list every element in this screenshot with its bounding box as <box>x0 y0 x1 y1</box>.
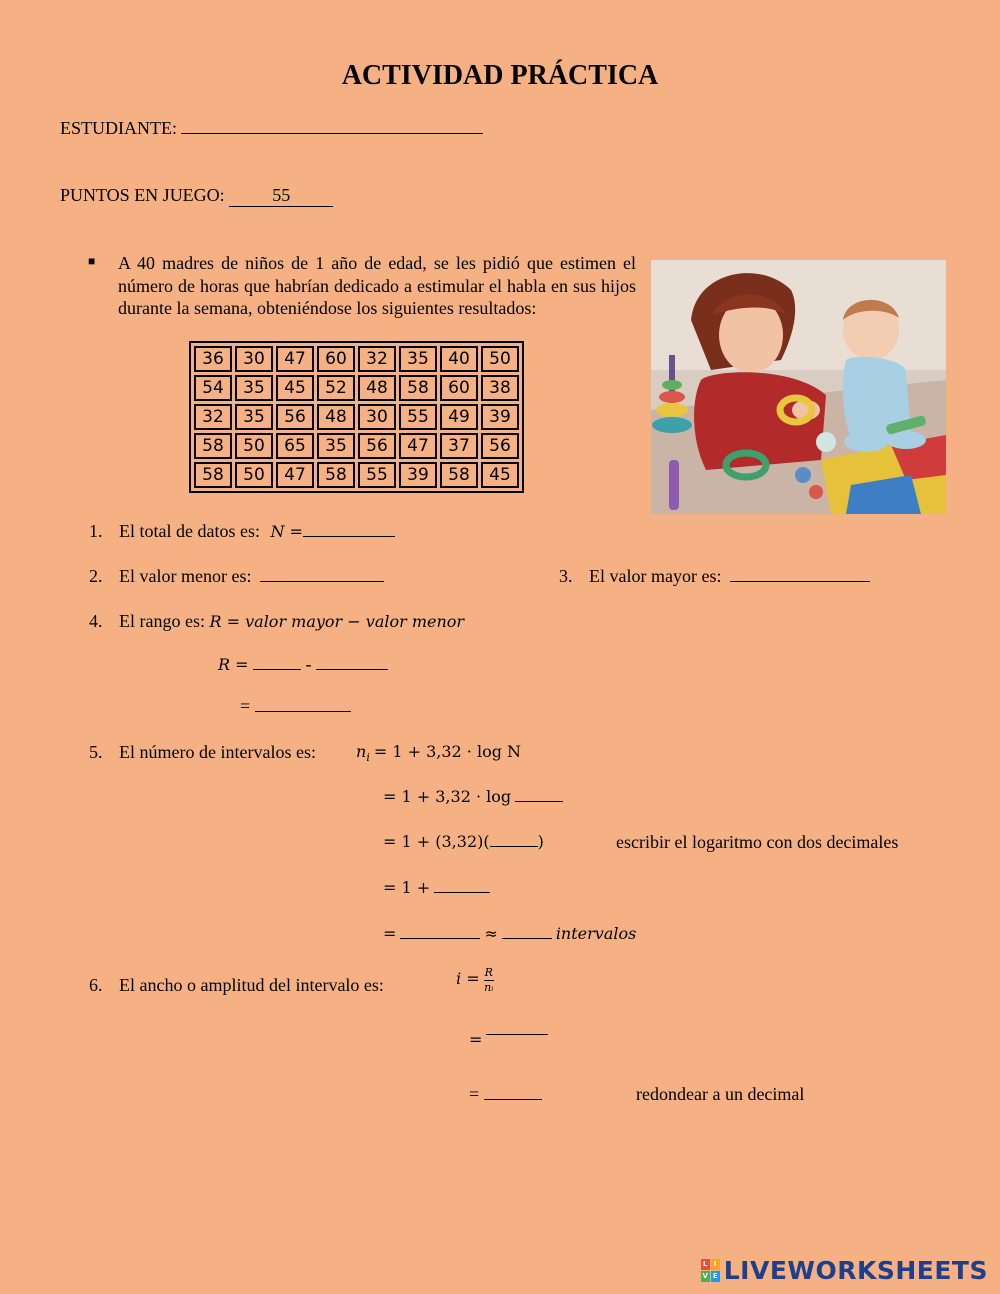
q5-number: 5. <box>89 742 103 762</box>
table-cell: 39 <box>481 404 519 430</box>
points-value: 55 <box>229 185 333 207</box>
table-cell: 58 <box>317 462 355 488</box>
q5-text: El número de intervalos es: <box>119 742 316 762</box>
table-cell: 55 <box>399 404 437 430</box>
intervals-rounded-field[interactable] <box>502 924 552 939</box>
q2-number: 2. <box>89 566 103 586</box>
table-row <box>194 404 519 430</box>
table-cell: 38 <box>481 375 519 401</box>
question-6 <box>89 975 384 996</box>
intervals-unit: intervalos <box>555 924 637 943</box>
q3-text: El valor mayor es: <box>589 566 722 586</box>
range-lhs: R = <box>218 655 249 674</box>
table-cell: 40 <box>440 346 478 372</box>
student-line <box>60 118 483 139</box>
width-line-3 <box>469 1084 542 1105</box>
table-cell: 56 <box>481 433 519 459</box>
student-name-field[interactable] <box>181 119 483 134</box>
range-min-field[interactable] <box>316 655 388 670</box>
intervals-line-5 <box>383 924 636 944</box>
liveworksheets-logo <box>701 1256 988 1285</box>
q2-text: El valor menor es: <box>119 566 252 586</box>
table-cell: 35 <box>399 346 437 372</box>
q6-number: 6. <box>89 975 103 995</box>
table-row <box>194 433 519 459</box>
range-line-2 <box>240 696 351 717</box>
range-result-field[interactable] <box>255 697 351 712</box>
intervals-line-3-a: = 1 + (3,32)( <box>383 832 490 851</box>
fraction-numerator: R <box>484 966 493 979</box>
table-row <box>194 375 519 401</box>
intervals-exact-field[interactable] <box>400 924 480 939</box>
table-cell: 48 <box>358 375 396 401</box>
table-cell: 35 <box>317 433 355 459</box>
points-label: PUNTOS EN JUEGO: <box>60 185 225 205</box>
intervals-line-3 <box>383 832 544 852</box>
table-cell: 36 <box>194 346 232 372</box>
question-1 <box>89 521 395 542</box>
table-cell: 47 <box>276 462 314 488</box>
intervals-line-3-b: ) <box>537 832 544 851</box>
table-cell: 55 <box>358 462 396 488</box>
table-cell: 60 <box>317 346 355 372</box>
table-cell: 49 <box>440 404 478 430</box>
range-dash: - <box>305 654 312 674</box>
points-line <box>60 185 333 207</box>
log-note: escribir el logaritmo con dos decimales <box>616 832 899 852</box>
table-cell: 56 <box>358 433 396 459</box>
log-value-field[interactable] <box>490 832 538 847</box>
table-cell: 58 <box>440 462 478 488</box>
table-cell: 37 <box>440 433 478 459</box>
mother-child-illustration <box>651 260 946 514</box>
logo-letter: I <box>711 1259 720 1270</box>
round-note: redondear a un decimal <box>636 1084 805 1104</box>
total-data-field[interactable] <box>303 522 395 537</box>
logo-mark <box>701 1259 720 1282</box>
intervals-formula: $n_i = 1 + 3,32 \cdot \log N$ <box>356 742 522 765</box>
q1-number: 1. <box>89 521 103 541</box>
max-value-field[interactable] <box>730 567 870 582</box>
log-n-field[interactable] <box>515 787 563 802</box>
question-4 <box>89 611 464 632</box>
question-2 <box>89 566 384 587</box>
q6-text: El ancho o amplitud del intervalo es: <box>119 975 384 995</box>
width-lhs: i = <box>456 969 480 989</box>
table-cell: 35 <box>235 375 273 401</box>
width-fraction <box>484 966 494 995</box>
table-row <box>194 462 519 488</box>
table-cell: 48 <box>317 404 355 430</box>
table-cell: 50 <box>481 346 519 372</box>
table-cell: 39 <box>399 462 437 488</box>
approx-symbol: ≈ <box>484 924 498 943</box>
range-max-field[interactable] <box>253 655 301 670</box>
table-cell: 47 <box>276 346 314 372</box>
q3-number: 3. <box>559 566 573 586</box>
table-cell: 58 <box>399 375 437 401</box>
logo-letter: E <box>711 1271 720 1282</box>
table-cell: 58 <box>194 433 232 459</box>
width-line-2-eq: = <box>469 1030 483 1049</box>
page-title: ACTIVIDAD PRÁCTICA <box>341 60 659 91</box>
range-eq: = <box>240 696 251 716</box>
width-line-2 <box>469 1030 548 1050</box>
table-cell: 65 <box>276 433 314 459</box>
question-3 <box>559 566 870 587</box>
intervals-line-4-text: = 1 + <box>383 878 431 897</box>
width-formula <box>456 966 494 995</box>
range-formula: R = valor mayor − valor menor <box>209 612 465 631</box>
fraction-denominator: nᵢ <box>484 981 494 994</box>
table-cell: 60 <box>440 375 478 401</box>
student-label: ESTUDIANTE: <box>60 118 177 138</box>
table-cell: 50 <box>235 462 273 488</box>
q1-text: El total de datos es: <box>119 521 260 541</box>
table-cell: 30 <box>235 346 273 372</box>
logo-letter: L <box>701 1259 710 1270</box>
table-cell: 32 <box>194 404 232 430</box>
width-line-3-eq: = <box>469 1084 480 1104</box>
table-cell: 47 <box>399 433 437 459</box>
logo-letter: V <box>702 1272 708 1280</box>
intervals-line-4 <box>383 878 490 898</box>
width-fraction-field[interactable] <box>486 1034 548 1035</box>
table-cell: 54 <box>194 375 232 401</box>
intervals-line-2-text: = 1 + 3,32 · log <box>383 787 512 806</box>
table-cell: 45 <box>481 462 519 488</box>
table-cell: 35 <box>235 404 273 430</box>
table-cell: 52 <box>317 375 355 401</box>
table-cell: 50 <box>235 433 273 459</box>
table-cell: 56 <box>276 404 314 430</box>
min-value-field[interactable] <box>260 567 384 582</box>
intervals-formula-text: = 1 + 3,32 · log N <box>373 742 522 761</box>
table-cell: 45 <box>276 375 314 401</box>
problem-statement: A 40 madres de niños de 1 año de edad, se les pidió que estimen el número de horas que habrían dedicado a estimular el habla en sus hijos durante la semana, obteniéndose los siguientes resultados: <box>118 253 636 318</box>
intervals-line-2 <box>383 787 563 807</box>
q1-math: N = <box>270 522 303 541</box>
table-cell: 32 <box>358 346 396 372</box>
q4-text: El rango es: <box>119 611 205 631</box>
q4-number: 4. <box>89 611 103 631</box>
table-cell: 30 <box>358 404 396 430</box>
table-cell: 58 <box>194 462 232 488</box>
bullet-icon: ■ <box>88 254 96 268</box>
range-line-1 <box>218 654 388 675</box>
intervals-line-5-eq: = <box>383 924 397 943</box>
table-row <box>194 346 519 372</box>
product-field[interactable] <box>434 878 490 893</box>
data-table <box>189 341 524 493</box>
question-5 <box>89 742 316 763</box>
width-result-field[interactable] <box>484 1085 542 1100</box>
logo-text: LIVEWORKSHEETS <box>723 1256 988 1285</box>
